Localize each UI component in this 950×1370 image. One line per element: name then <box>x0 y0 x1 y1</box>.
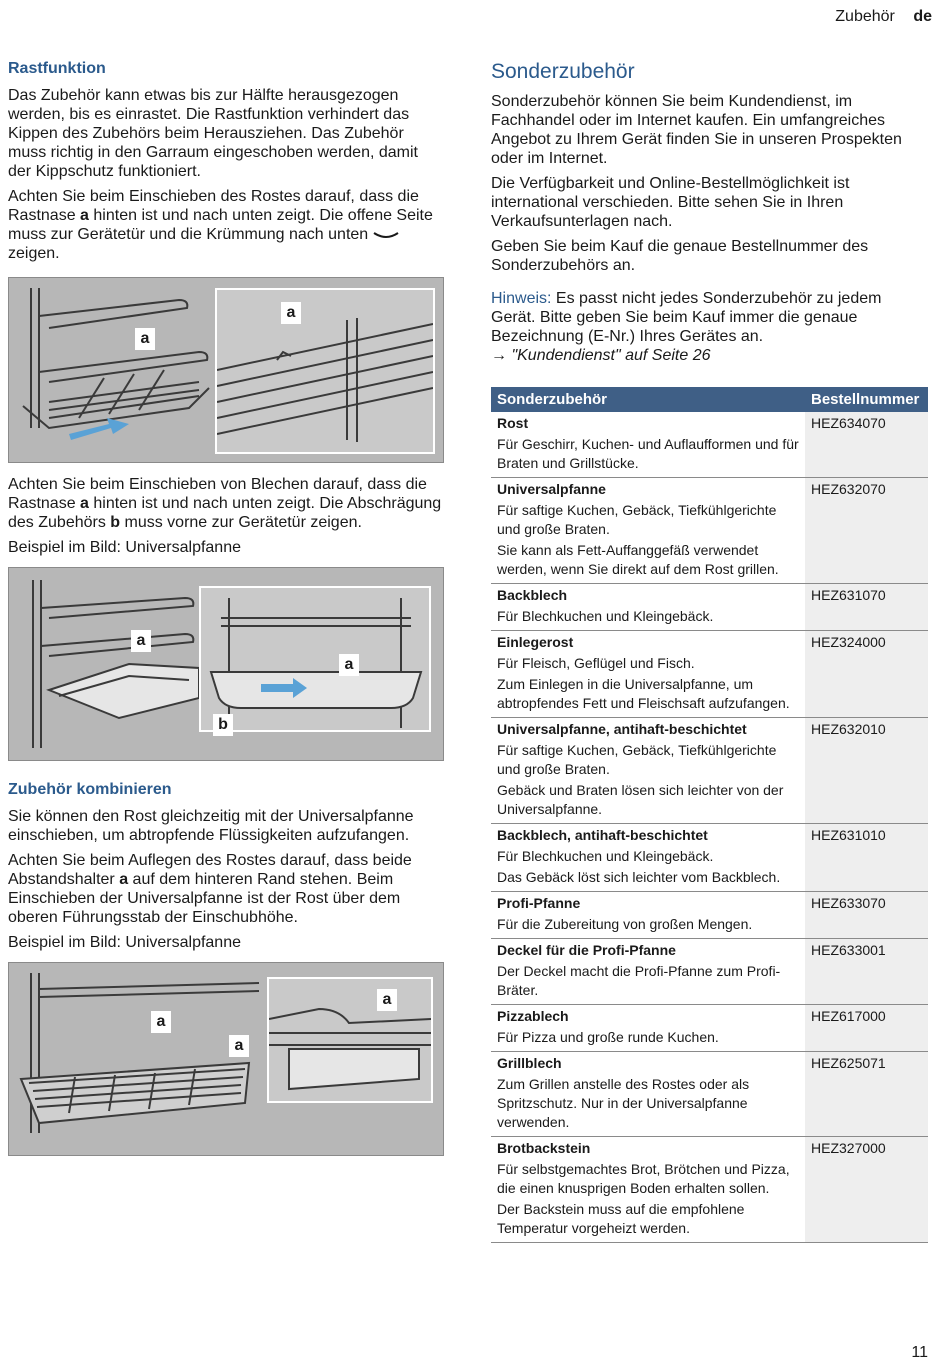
accessory-title: Universalpfanne, antihaft-beschichtet <box>497 721 747 737</box>
accessory-name-cell <box>491 939 805 1005</box>
accessory-title: Universalpfanne <box>497 481 606 497</box>
combined-illustration <box>8 962 444 1156</box>
accessory-name-cell <box>491 584 805 631</box>
accessory-table <box>491 387 928 1243</box>
combined-detail-inset <box>267 977 433 1103</box>
accessory-name-cell <box>491 412 805 478</box>
accessory-title: Pizzablech <box>497 1008 569 1024</box>
header-language: de <box>913 8 932 25</box>
note-reference[interactable]: → "Kundendienst" auf Seite 26 <box>491 347 711 364</box>
table-row <box>491 584 928 631</box>
order-number: HEZ631070 <box>805 584 928 631</box>
right-column <box>491 60 928 1243</box>
table-row <box>491 478 928 584</box>
rack-illustration <box>8 277 444 463</box>
accessory-name-cell <box>491 892 805 939</box>
combined-detail-drawing <box>269 979 431 1101</box>
order-number: HEZ633070 <box>805 892 928 939</box>
table-row <box>491 631 928 718</box>
accessory-description: Gebäck und Braten lösen sich leichter von der Universalpfanne. <box>497 782 784 817</box>
komb-paragraph-1: Sie können den Rost gleichzeitig mit der Universalpfanne einschieben, um abtropfende Flüssigkeiten aufzufangen. <box>8 808 414 844</box>
order-number: HEZ324000 <box>805 631 928 718</box>
label-a-pan-2: a <box>339 654 359 676</box>
order-number: HEZ633001 <box>805 939 928 1005</box>
table-row <box>491 939 928 1005</box>
accessory-name-cell <box>491 824 805 892</box>
table-row <box>491 824 928 892</box>
table-row <box>491 1005 928 1052</box>
accessory-description: Sie kann als Fett-Auffanggefäß verwendet werden, wenn Sie direkt auf dem Rost grillen. <box>497 542 779 577</box>
sonder-paragraph-2: Die Verfügbarkeit und Online-Bestellmöglichkeit ist international verschieden. Bitte sehen Sie in Ihren Verkaufsunterlagen nach. <box>491 175 850 230</box>
order-number: HEZ631010 <box>805 824 928 892</box>
table-row <box>491 718 928 824</box>
label-a-combined-1: a <box>151 1011 171 1033</box>
table-row <box>491 1137 928 1243</box>
komb-paragraph-2: Achten Sie beim Auflegen des Rostes darauf, dass beide Abstandshalter a auf dem hinteren Rand stehen. Beim Einschieben der Universalpfanne ist der Rost über dem oberen Führungsstab der Einschubhöhe. <box>8 852 412 926</box>
accessory-description: Für die Zubereitung von großen Mengen. <box>497 916 753 932</box>
accessory-title: Einlegerost <box>497 634 574 650</box>
accessory-title: Profi-Pfanne <box>497 895 581 911</box>
col-header-code: Bestellnummer <box>805 387 928 412</box>
komb-example: Beispiel im Bild: Universalpfanne <box>8 934 241 951</box>
sonderzubehoer-title: Sonderzubehör <box>491 60 635 83</box>
blech-example: Beispiel im Bild: Universalpfanne <box>8 539 241 556</box>
accessory-title: Rost <box>497 415 529 431</box>
komb-title: Zubehör kombinieren <box>8 781 172 798</box>
pan-illustration <box>8 567 444 761</box>
note-paragraph: Hinweis: Es passt nicht jedes Sonderzubehör zu jedem Gerät. Bitte geben Sie beim Kauf immer die genaue Bezeichnung (E-Nr.) Ihres Gerätes an. <box>491 290 882 345</box>
order-number: HEZ327000 <box>805 1137 928 1243</box>
accessory-description: Der Backstein muss auf die empfohlene Temperatur vorgeheizt werden. <box>497 1201 745 1236</box>
accessory-title: Brotbackstein <box>497 1140 591 1156</box>
accessory-title: Backblech, antihaft-beschichtet <box>497 827 708 843</box>
accessory-name-cell <box>491 631 805 718</box>
accessory-name-cell <box>491 478 805 584</box>
accessory-description: Für saftige Kuchen, Gebäck, Tiefkühlgerichte und große Braten. <box>497 742 777 777</box>
left-column <box>8 60 444 1156</box>
accessory-name-cell <box>491 1052 805 1137</box>
accessory-description: Zum Grillen anstelle des Rostes oder als Spritzschutz. Nur in der Universalpfanne verwenden. <box>497 1076 750 1130</box>
accessory-description: Für Blechkuchen und Kleingebäck. <box>497 848 714 864</box>
header-section: Zubehör <box>835 8 895 25</box>
accessory-title: Grillblech <box>497 1055 562 1071</box>
accessory-description: Zum Einlegen in die Universalpfanne, um abtropfendes Fett und Fleischsaft aufzufangen. <box>497 676 790 711</box>
curve-down-icon <box>373 230 399 240</box>
col-header-name: Sonderzubehör <box>491 387 805 412</box>
accessory-description: Für Fleisch, Geflügel und Fisch. <box>497 655 695 671</box>
accessory-description: Das Gebäck löst sich leichter vom Backblech. <box>497 869 781 885</box>
rast-paragraph-1: Das Zubehör kann etwas bis zur Hälfte herausgezogen werden, bis es einrastet. Die Rastfunktion verhindert das Kippen des Zubehörs beim Herausziehen. Das Zubehör muss richtig in den Garraum eingeschoben werden, damit der Kippschutz funktioniert. <box>8 87 418 180</box>
table-row <box>491 412 928 478</box>
note-label: Hinweis: <box>491 290 552 307</box>
rast-paragraph-2: Achten Sie beim Einschieben des Rostes darauf, dass die Rastnase a hinten ist und nach unten zeigt. Die offene Seite muss zur Gerätetür und die Krümmung nach unten zeigen. <box>8 188 433 262</box>
accessory-description: Für saftige Kuchen, Gebäck, Tiefkühlgerichte und große Braten. <box>497 502 777 537</box>
page-header <box>835 8 932 26</box>
page-number: 11 <box>911 1344 928 1361</box>
accessory-description: Der Deckel macht die Profi-Pfanne zum Profi-Bräter. <box>497 963 781 998</box>
accessory-description: Für Blechkuchen und Kleingebäck. <box>497 608 714 624</box>
accessory-title: Backblech <box>497 587 568 603</box>
label-a-combined-2: a <box>229 1035 249 1057</box>
label-a-rack-1: a <box>135 328 155 350</box>
accessory-name-cell <box>491 1005 805 1052</box>
label-a-pan-1: a <box>131 630 151 652</box>
sonder-paragraph-3: Geben Sie beim Kauf die genaue Bestellnummer des Sonderzubehörs an. <box>491 238 869 274</box>
table-row <box>491 892 928 939</box>
rack-detail-drawing <box>217 290 433 452</box>
sonder-paragraph-1: Sonderzubehör können Sie beim Kundendienst, im Fachhandel oder im Internet kaufen. Ein umfangreiches Angebot zu Ihrem Gerät finden Sie in unseren Prospekten oder im Internet. <box>491 93 902 167</box>
accessory-title: Deckel für die Profi-Pfanne <box>497 942 676 958</box>
accessory-description: Für Pizza und große runde Kuchen. <box>497 1029 719 1045</box>
order-number: HEZ625071 <box>805 1052 928 1137</box>
pan-detail-inset <box>199 586 431 732</box>
arrow-right-icon: → <box>491 347 507 364</box>
rast-title: Rastfunktion <box>8 60 106 77</box>
label-a-combined-3: a <box>377 989 397 1011</box>
rack-detail-inset <box>215 288 435 454</box>
blech-paragraph-1: Achten Sie beim Einschieben von Blechen darauf, dass die Rastnase a hinten ist und nach unten zeigt. Die Abschrägung des Zubehörs b muss vorne zur Gerätetür zeigen. <box>8 476 442 531</box>
accessory-description: Für selbstgemachtes Brot, Brötchen und Pizza, die einen knusprigen Boden erhalten sollen. <box>497 1161 790 1196</box>
pan-detail-drawing <box>201 588 429 730</box>
order-number: HEZ632010 <box>805 718 928 824</box>
order-number: HEZ634070 <box>805 412 928 478</box>
accessory-description: Für Geschirr, Kuchen- und Auflaufformen und für Braten und Grillstücke. <box>497 436 799 471</box>
order-number: HEZ617000 <box>805 1005 928 1052</box>
accessory-name-cell <box>491 1137 805 1243</box>
order-number: HEZ632070 <box>805 478 928 584</box>
accessory-name-cell <box>491 718 805 824</box>
label-a-rack-2: a <box>281 302 301 324</box>
label-b-pan: b <box>213 714 233 736</box>
table-row <box>491 1052 928 1137</box>
